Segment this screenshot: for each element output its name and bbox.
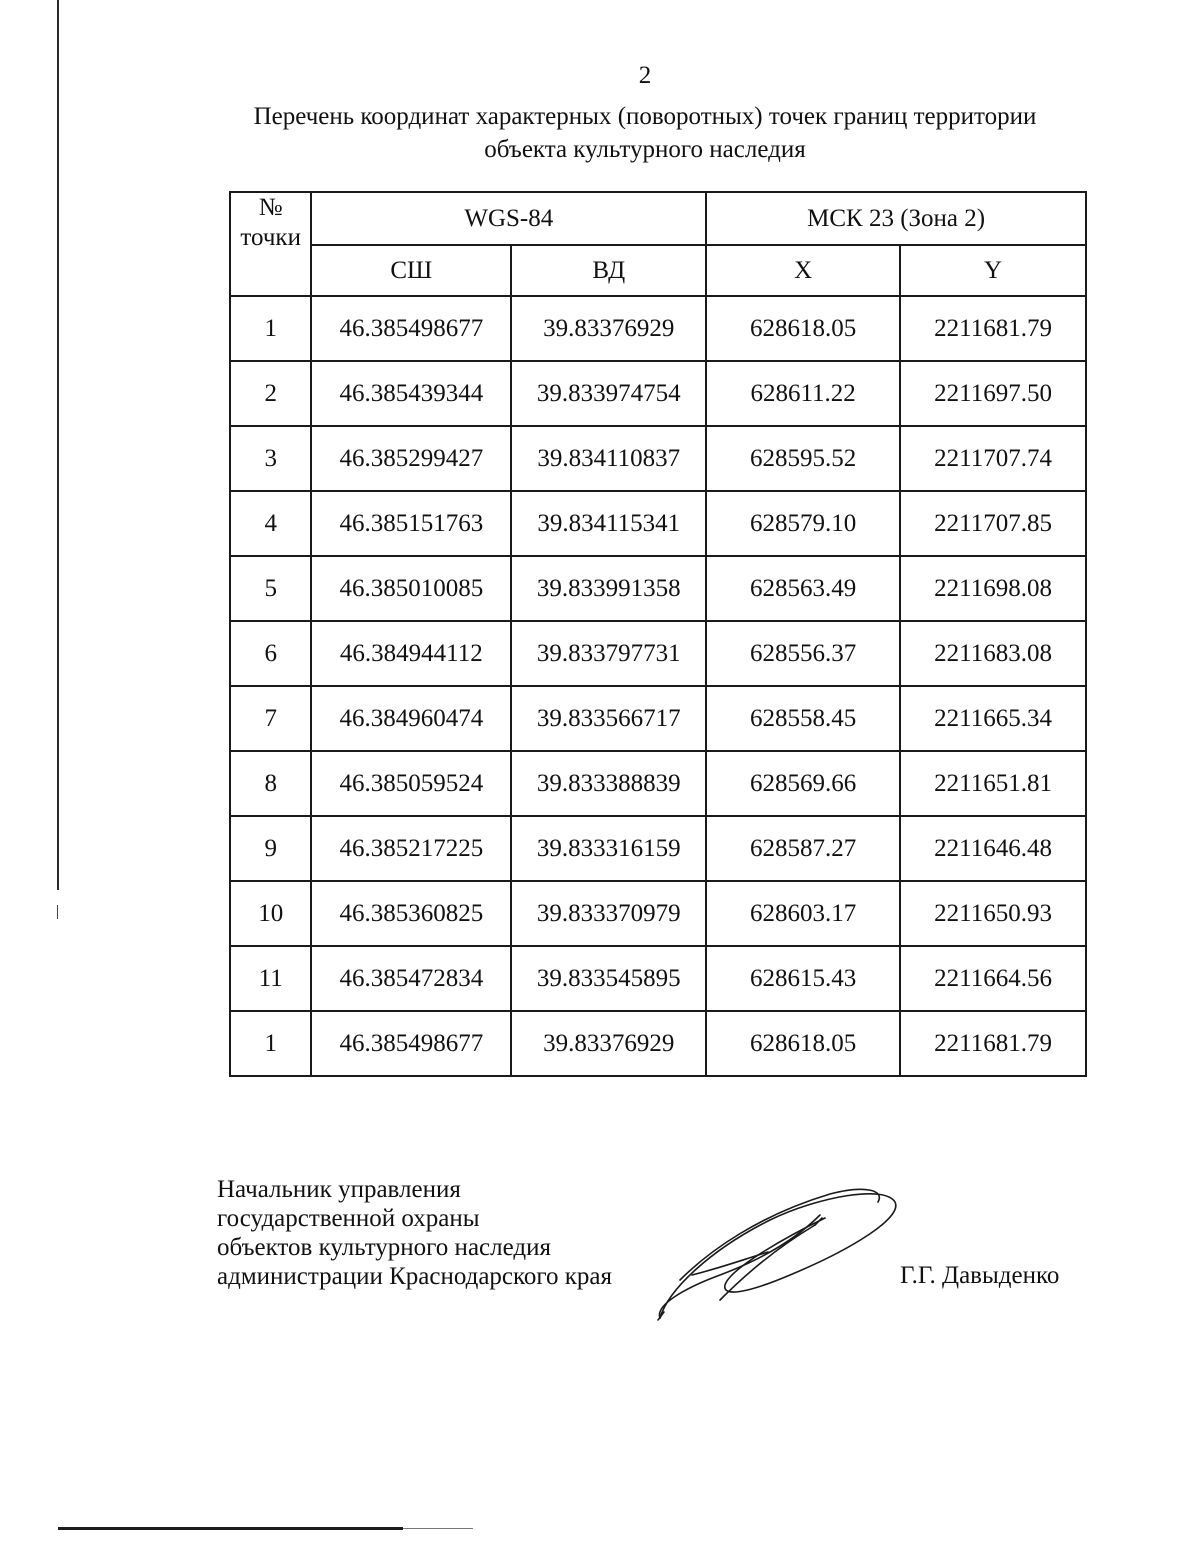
x-coordinate-cell: 628558.45 — [706, 686, 900, 751]
table-row — [230, 556, 1086, 621]
point-number-cell: 4 — [230, 491, 311, 556]
longitude-cell: 39.833566717 — [511, 686, 706, 751]
latitude-header: СШ — [311, 245, 511, 296]
y-header: Y — [900, 245, 1086, 296]
longitude-cell: 39.833545895 — [511, 946, 706, 1011]
x-coordinate-cell: 628611.22 — [706, 361, 900, 426]
scan-edge-left — [57, 0, 59, 890]
longitude-cell: 39.833797731 — [511, 621, 706, 686]
signature-position — [217, 1175, 612, 1291]
table-header-row — [230, 192, 1086, 245]
wgs84-group-header: WGS-84 — [311, 192, 706, 245]
table-row — [230, 426, 1086, 491]
point-number-cell: 10 — [230, 881, 311, 946]
y-coordinate-cell: 2211697.50 — [900, 361, 1086, 426]
longitude-cell: 39.834110837 — [511, 426, 706, 491]
latitude-cell: 46.385217225 — [311, 816, 511, 881]
signer-name: Г.Г. Давыденко — [900, 1262, 1060, 1289]
table-row — [230, 491, 1086, 556]
point-number-cell: 11 — [230, 946, 311, 1011]
y-coordinate-cell: 2211664.56 — [900, 946, 1086, 1011]
point-number-cell: 5 — [230, 556, 311, 621]
longitude-cell: 39.833991358 — [511, 556, 706, 621]
position-line-3: объектов культурного наследия — [217, 1234, 551, 1261]
longitude-cell: 39.833388839 — [511, 751, 706, 816]
latitude-cell: 46.385360825 — [311, 881, 511, 946]
position-line-2: государственной охраны — [217, 1205, 480, 1232]
longitude-cell: 39.833316159 — [511, 816, 706, 881]
table-row — [230, 686, 1086, 751]
table-row — [230, 296, 1086, 361]
longitude-cell: 39.833370979 — [511, 881, 706, 946]
x-coordinate-cell: 628556.37 — [706, 621, 900, 686]
y-coordinate-cell: 2211707.85 — [900, 491, 1086, 556]
point-number-header-label: точки — [240, 224, 301, 251]
position-line-1: Начальник управления — [217, 1176, 461, 1203]
latitude-cell: 46.385299427 — [311, 426, 511, 491]
point-number-cell: 8 — [230, 751, 311, 816]
x-coordinate-cell: 628618.05 — [706, 296, 900, 361]
x-coordinate-cell: 628587.27 — [706, 816, 900, 881]
table-body — [230, 296, 1086, 1076]
longitude-cell: 39.833974754 — [511, 361, 706, 426]
x-coordinate-cell: 628615.43 — [706, 946, 900, 1011]
latitude-cell: 46.385498677 — [311, 1011, 511, 1076]
y-coordinate-cell: 2211683.08 — [900, 621, 1086, 686]
point-number-cell: 7 — [230, 686, 311, 751]
latitude-cell: 46.385439344 — [311, 361, 511, 426]
longitude-cell: 39.83376929 — [511, 1011, 706, 1076]
coordinates-table — [229, 191, 1087, 1077]
y-coordinate-cell: 2211651.81 — [900, 751, 1086, 816]
table-row — [230, 1011, 1086, 1076]
latitude-cell: 46.385151763 — [311, 491, 511, 556]
latitude-cell: 46.385059524 — [311, 751, 511, 816]
document-title-line-1: Перечень координат характерных (поворотных) точек границ территории — [253, 103, 1037, 130]
y-coordinate-cell: 2211707.74 — [900, 426, 1086, 491]
table-row — [230, 361, 1086, 426]
x-coordinate-cell: 628595.52 — [706, 426, 900, 491]
table-row — [230, 881, 1086, 946]
x-coordinate-cell: 628618.05 — [706, 1011, 900, 1076]
point-number-cell: 1 — [230, 296, 311, 361]
position-line-4: администрации Краснодарского края — [217, 1263, 613, 1290]
point-number-cell: 9 — [230, 816, 311, 881]
y-coordinate-cell: 2211681.79 — [900, 296, 1086, 361]
x-coordinate-cell: 628603.17 — [706, 881, 900, 946]
x-coordinate-cell: 628579.10 — [706, 491, 900, 556]
point-number-cell: 3 — [230, 426, 311, 491]
point-number-cell: 1 — [230, 1011, 311, 1076]
y-coordinate-cell: 2211665.34 — [900, 686, 1086, 751]
page-number: 2 — [638, 62, 652, 89]
latitude-cell: 46.385472834 — [311, 946, 511, 1011]
x-header: X — [706, 245, 900, 296]
y-coordinate-cell: 2211650.93 — [900, 881, 1086, 946]
msk23-group-header: МСК 23 (Зона 2) — [706, 192, 1086, 245]
y-coordinate-cell: 2211681.79 — [900, 1011, 1086, 1076]
latitude-cell: 46.385498677 — [311, 296, 511, 361]
point-number-cell: 6 — [230, 621, 311, 686]
document-title-line-2: объекта культурного наследия — [484, 136, 806, 163]
y-coordinate-cell: 2211698.08 — [900, 556, 1086, 621]
table-subheader-row — [230, 245, 1086, 296]
table-row — [230, 946, 1086, 1011]
document-title — [200, 100, 1090, 166]
longitude-cell: 39.83376929 — [511, 296, 706, 361]
latitude-cell: 46.384960474 — [311, 686, 511, 751]
longitude-header: ВД — [511, 245, 706, 296]
longitude-cell: 39.834115341 — [511, 491, 706, 556]
table-row — [230, 621, 1086, 686]
table-row — [230, 751, 1086, 816]
latitude-cell: 46.384944112 — [311, 621, 511, 686]
table-row — [230, 816, 1086, 881]
y-coordinate-cell: 2211646.48 — [900, 816, 1086, 881]
point-number-cell: 2 — [230, 361, 311, 426]
scan-edge-bottom — [58, 1527, 403, 1530]
handwritten-signature — [650, 1180, 910, 1325]
x-coordinate-cell: 628569.66 — [706, 751, 900, 816]
x-coordinate-cell: 628563.49 — [706, 556, 900, 621]
point-number-header — [230, 192, 311, 296]
point-number-header-symbol: № — [258, 194, 283, 221]
scan-edge-tick — [57, 905, 58, 919]
latitude-cell: 46.385010085 — [311, 556, 511, 621]
scan-edge-bottom-faint — [403, 1528, 473, 1529]
